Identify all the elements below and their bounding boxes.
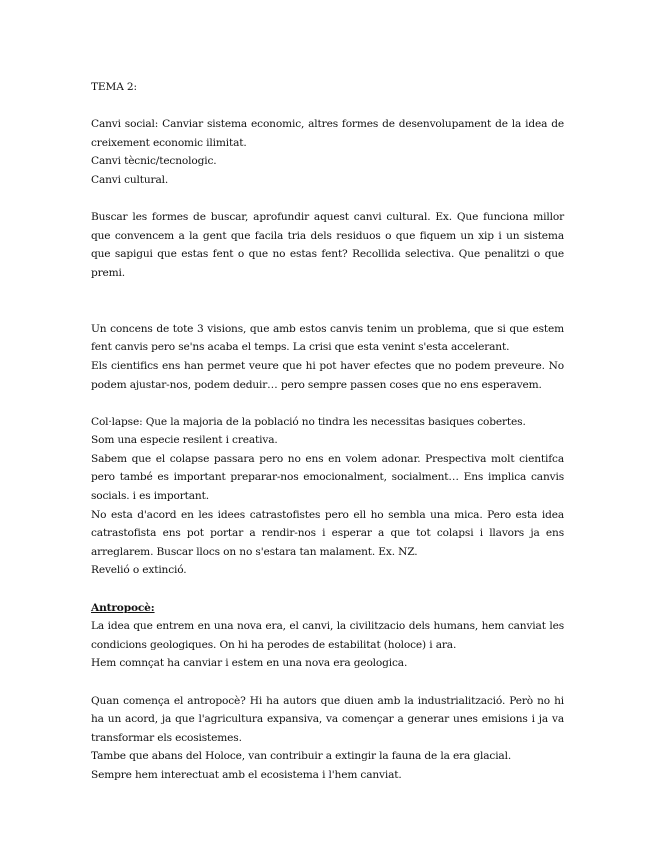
paragraph-cientifics: Els cientifics ens han permet veure que hi pot haver efectes que no podem preveure. No podem ajustar-nos, podem deduir… pero sempre passen coses que no ens esperavem. xyxy=(91,359,564,391)
paragraph-canvi-cultural: Canvi cultural. xyxy=(91,173,169,186)
paragraph-concens: Un concens de tote 3 visions, que amb estos canvis tenim un problema, que si que estem fent canvis pero se'ns acaba el temps. La crisi que esta venint s'esta accelerant. xyxy=(91,322,564,354)
paragraph-quan-comenca: Quan comença el antropocè? Hi ha autors que diuen amb la industrialització. Però no hi ha un acord, ja que l'agricultura expansiva, va començar a generar unes emisions i ja va transformar els ecosistemes. xyxy=(91,694,564,744)
paragraph-ecosistema: Sempre hem interectuat amb el ecosistema i l'hem canviat. xyxy=(91,768,402,781)
paragraph-collapse: Col·lapse: Que la majoria de la població no tindra les necessitas basiques cobertes. xyxy=(91,415,526,428)
paragraph-era-geologica: Hem comnçat ha canviar i estem en una nova era geologica. xyxy=(91,657,408,670)
paragraph-canvi-social: Canvi social: Canviar sistema economic, altres formes de desenvolupament de la idea de creixement economic ilimitat. xyxy=(91,118,564,149)
paragraph-nova-era: La idea que entrem en una nova era, el canvi, la civilitzacio dels humans, hem canviat les condicions geologiques. On hi ha perodes de estabilitat (holoce) i ara. xyxy=(91,620,564,651)
paragraph-especie-resilent: Som una especie resilent i creativa. xyxy=(91,434,278,447)
paragraph-revelio: Revelió o extinció. xyxy=(91,564,187,577)
spacer xyxy=(91,580,564,599)
paragraph-holoce: Tambe que abans del Holoce, van contribuir a extingir la fauna de la era glacial. xyxy=(91,750,512,763)
spacer xyxy=(91,673,564,692)
spacer xyxy=(91,394,564,413)
spacer xyxy=(91,283,564,320)
spacer xyxy=(91,190,564,209)
section-heading-antropoce: Antropocè: xyxy=(91,601,155,614)
paragraph-sabem-colapse: Sabem que el colapse passara pero no ens en volem adonar. Prespectiva molt cientifca pero també es important preparar-nos emocionalment, socialment… Ens implica canvis socials. i es important. xyxy=(91,452,564,503)
paragraph-buscar-formes: Buscar les formes de buscar, aprofundir aquest canvi cultural. Ex. Que funciona millor que convencem a la gent que facila tria dels residuos o que fiquem un xip i un sistema que sapigui que estas fent o que no estas fent? Recollida selectiva. Que penalitzi o que premi. xyxy=(91,211,564,279)
document-title: TEMA 2: xyxy=(91,81,137,93)
document-body xyxy=(91,78,564,785)
paragraph-canvi-tecnic: Canvi tècnic/tecnologic. xyxy=(91,155,217,168)
paragraph-catrastofistes: No esta d'acord en les idees catrastofistes pero ell ho sembla una mica. Pero esta idea catrastofista ens pot portar a rendir-nos i esperar a que tot colapsi i llavors ja ens arreglarem. Buscar llocs on no s'estara tan malament. Ex. NZ. xyxy=(91,508,564,558)
spacer xyxy=(91,97,564,116)
